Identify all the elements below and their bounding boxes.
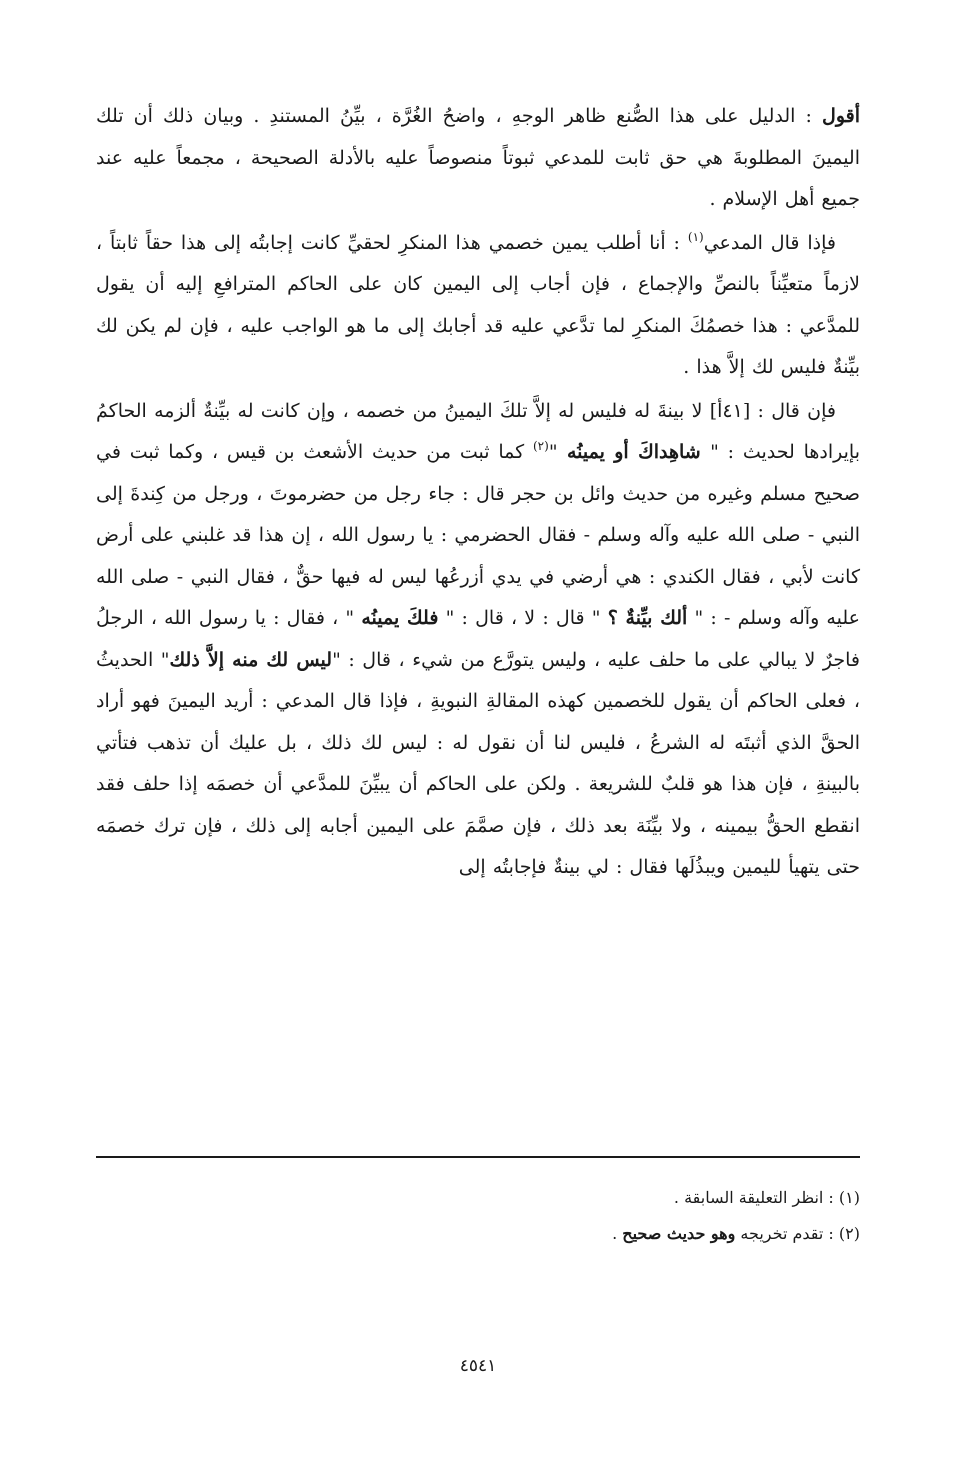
footnote-1-number: (١) [838, 1188, 860, 1207]
paragraph-3 [96, 391, 860, 889]
paragraph-3-text-f: " الحديثُ ، فعلى الحاكم أن يقول للخصمين كهذه المقالةِ النبويةِ ، فإذا قال المدعي : أريد اليمينَ فهو أراد الحقَّ الذي أثبتَه له الشرعُ ، فليس لنا أن نقول له : ليس لك ذلك ، بل عليك أن تذهب فتأتي بالبينةِ ، فإن هذا هو قلبٌ للشريعة . ولكن على الحاكم أن يبيِّنَ للمدَّعي أن خصمَه إذا حلف فقد انقطع الحقُّ بيمينه ، ولا بيِّنَة بعد ذلك ، فإن صمَّمَ على اليمين أجابه إلى ذلك ، فإن ترك خصمَه حتى يتهيأ لليمين ويبذُلَها فقال : لي بينةٌ فإجابتُه إلى [96, 648, 860, 878]
page-number: ٤٥٤١ [459, 1356, 497, 1376]
paragraph-3-text-d: " قال : لا ، قال : " [438, 607, 608, 629]
paragraph-1-text: : الدليل على هذا الصُّنع ظاهر الوجهِ ، واضحُ الغُرَّة ، بيِّنُ المستندِ . وبيان ذلك أن تلك اليمينَ المطلوبةَ هي حق ثابت للمدعي ثبوتاً منصوصاً عليه بالأدلة الصحيحة ، مجمعاً عليه عند جميع أهل الإسلام . [96, 105, 860, 210]
footnote-1 [96, 1180, 860, 1216]
paragraph-2 [96, 223, 860, 389]
footnote-ref-2[interactable]: (٢) [532, 439, 549, 453]
paragraph-3-text-e: " ، فقال : يا رسول الله ، الرجلُ فاجرٌ لا يبالي على ما حلف عليه ، وليس يتورَّع من شيء ، قال : " [96, 607, 861, 671]
paragraph-2-text-a: فإذا قال المدعي [703, 231, 836, 254]
hadith-quote-4: ليس لك منه إلاَّ ذلك [169, 648, 333, 671]
footnote-2 [96, 1216, 860, 1252]
footnote-1-text: : انظر التعليقة السابقة . [673, 1188, 839, 1207]
paragraph-2-text-b: : أنا أطلب يمين خصمي هذا المنكرِ لحقيِّ كانت إجابتُه إلى هذا حقاً ثابتاً ، لازماً متعيِّناً بالنصِّ والإجماع ، فإن أجاب إلى اليمين كان على الحاكم المترافعِ إليه أن يقول للمدَّعي : هذا خصمُكَ المنكرِ لما تدَّعي عليه قد أجابك إلى ما هو الواجب عليه ، فإن لم يكن لك بيِّنةٌ فليس لك إلاَّ هذا . [96, 231, 860, 378]
footnote-divider [96, 1156, 860, 1158]
paragraph-1-lead: أقول [822, 105, 860, 127]
footnote-2-number: (٢) [838, 1224, 860, 1243]
paragraph-3-text-c: كما ثبت من حديث الأشعث بن قيس ، وكما ثبت في صحيح مسلم وغيره من حديث وائل بن حجر قال : جاء رجل من حضرموتَ ، ورجل من كِندةَ إلى النبي - صلى الله عليه وآله وسلم - فقال الحضرمي : يا رسول الله ، إن هذا قد غلبني على أرض كانت لأبي ، فقال الكندي : هي أرضي في يدي أزرعُها ليس له فيها حقٌّ ، فقال النبي - صلى الله عليه وآله وسلم - : " [96, 441, 860, 629]
footnotes [96, 1180, 860, 1252]
paragraph-3-text-a: فإن قال : [٤١أ] لا بينةَ له فليس له إلاَّ تلكَ اليمينُ من خصمه ، وإن كانت له بيِّنةٌ ألزمه الحاكمُ بإيرادها لحديث : " [96, 399, 861, 463]
hadith-quote-3: فلكَ يمينُه [361, 607, 439, 629]
hadith-quote-1: شاهِداكَ أو يمينُه [557, 441, 711, 463]
footnote-2-bold: وهو حديث صحيح [622, 1224, 736, 1243]
footnote-ref-1[interactable]: (١) [687, 229, 704, 244]
hadith-quote-2: ألك بيِّنةٌ ؟ [607, 607, 688, 629]
paragraph-1 [96, 96, 860, 221]
paragraph-3-text-b: " [548, 441, 558, 463]
main-text [96, 96, 860, 889]
footnote-2-end: . [612, 1224, 623, 1243]
footnote-2-text: : تقدم تخريجه [735, 1224, 839, 1243]
